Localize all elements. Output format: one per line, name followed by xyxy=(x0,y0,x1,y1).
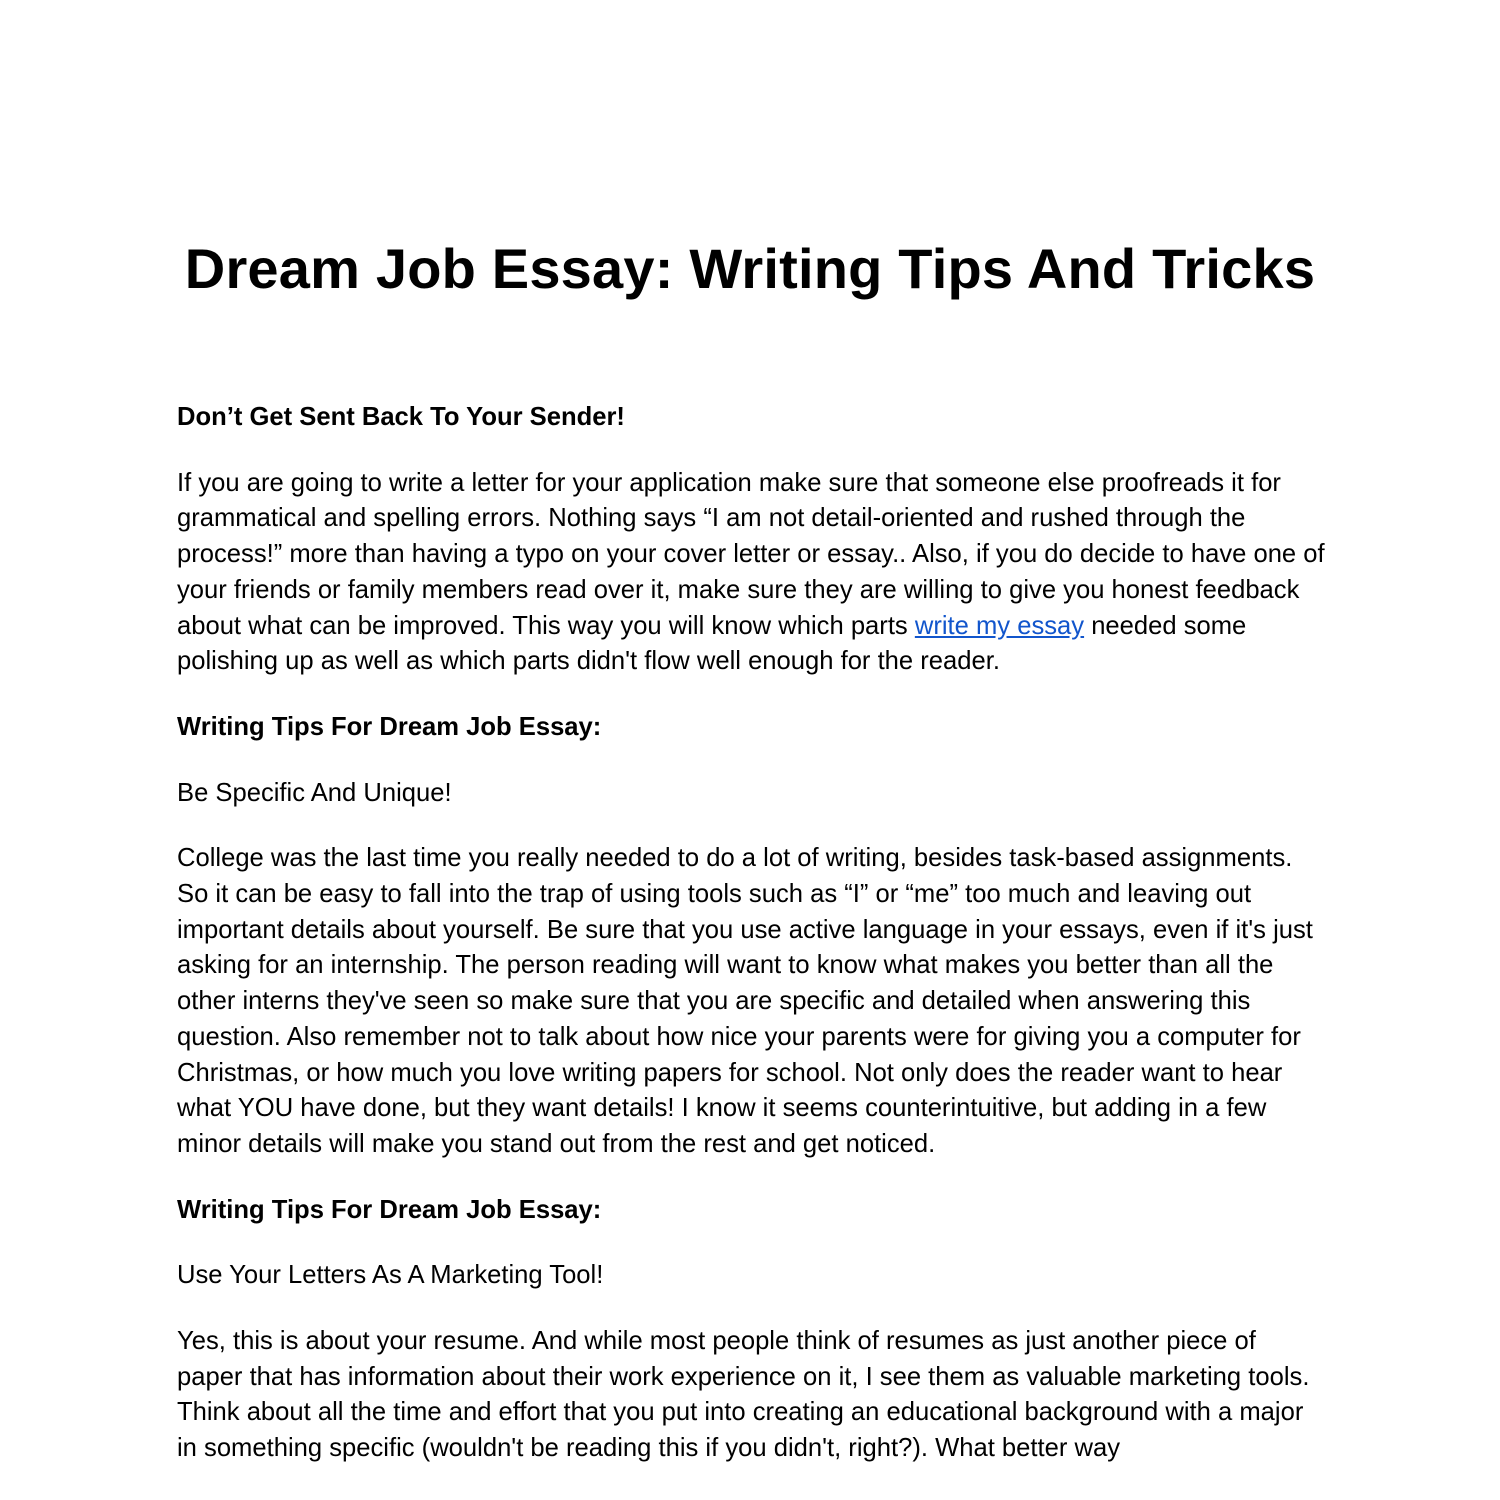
write-my-essay-link[interactable]: write my essay xyxy=(914,611,1085,640)
section-heading: Writing Tips For Dream Job Essay: xyxy=(177,1195,602,1224)
section-heading: Don’t Get Sent Back To Your Sender! xyxy=(177,403,625,431)
body-paragraph xyxy=(177,466,1327,680)
document-body xyxy=(177,400,1327,1467)
section-subheading: Use Your Letters As A Marketing Tool! xyxy=(177,1261,604,1290)
section-heading: Writing Tips For Dream Job Essay: xyxy=(177,712,602,741)
body-paragraph: Yes, this is about your resume. And while most people think of resumes as just another piece of paper that has information about their work experience on it, I see them as valuable marketing tools. Think about all the time and effort that you put into creating an educational background with a major in something specific (wouldn't be reading this if you didn't, right?). What better way xyxy=(177,1327,1310,1463)
paragraph-text: If you are going to write a letter for your application make sure that someone else proofreads it for grammatical and spelling errors. Nothing says “I am not detail-oriented and rushed through the process!” more than having a typo on your cover letter or essay.. Also, if you do decide to have one of your friends or family members read over it, make sure they are willing to give you honest feedback about what can be improved. This way you will know which parts xyxy=(177,468,1325,640)
paragraph-text: needed some polishing up as well as which parts didn't flow well enough for the reader. xyxy=(177,611,1247,676)
body-paragraph: College was the last time you really needed to do a lot of writing, besides task-based assignments. So it can be easy to fall into the trap of using tools such as “I” or “me” too much and leaving out important details about yourself. Be sure that you use active language in your essays, even if it's just asking for an internship. The person reading will want to know what makes you better than all the other interns they've seen so make sure that you are specific and detailed when answering this question. Also remember not to talk about how nice your parents were for giving you a computer for Christmas, or how much you love writing papers for school. Not only does the reader want to hear what YOU have done, but they want details! I know it seems counterintuitive, but adding in a few minor details will make you stand out from the rest and get noticed. xyxy=(177,844,1313,1158)
section-subheading: Be Specific And Unique! xyxy=(177,778,452,807)
document-title: Dream Job Essay: Writing Tips And Tricks xyxy=(184,237,1316,300)
